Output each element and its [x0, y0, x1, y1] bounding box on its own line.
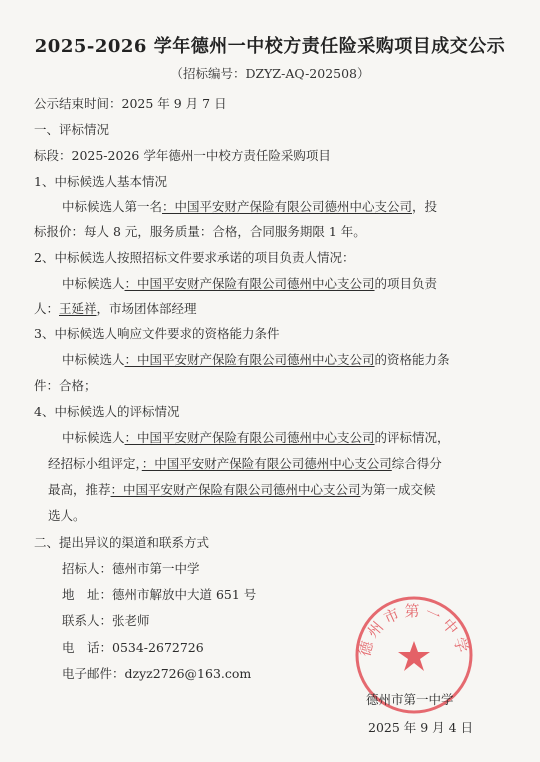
item3-heading: 3、中标候选人响应文件要求的资格能力条件: [34, 326, 280, 341]
item2-tail: 的项目负责: [374, 276, 438, 291]
email-line: 电子邮件：dzyz2726@163.com: [62, 666, 252, 681]
item1-paragraph-line2: 标报价：每人 8 元，服务质量：合格，合同服务期限 1 年。: [34, 224, 366, 239]
item1-paragraph-line1: [62, 199, 437, 215]
item4-paragraph-line4: 选人。: [48, 508, 86, 523]
section2-heading: 二、提出异议的渠道和联系方式: [34, 535, 210, 550]
winning-bidder-name: ：中国平安财产保险有限公司德州中心支公司: [162, 199, 413, 214]
bidder-name: ：中国平安财产保险有限公司德州中心支公司: [124, 352, 375, 367]
bidder-name: ：中国平安财产保险有限公司德州中心支公司: [124, 430, 375, 445]
document-title: 2025-2026 学年德州一中校方责任险采购项目成交公示: [34, 36, 506, 57]
item2-paragraph-line1: [62, 276, 437, 292]
item1-heading: 1、中标候选人基本情况: [34, 174, 167, 189]
bidder-name: ：中国平安财产保险有限公司德州中心支公司: [110, 482, 361, 497]
item2-person-label: 人：: [34, 301, 60, 316]
tenderer-line: 招标人：德州市第一中学: [62, 561, 200, 576]
item3-label: 中标候选人: [62, 352, 125, 367]
project-section: 标段：2025-2026 学年德州一中校方责任险采购项目: [34, 148, 331, 163]
section1-heading: 一、评标情况: [34, 122, 110, 137]
item1-tail: ，投: [412, 199, 438, 214]
item3-tail: 的资格能力条: [374, 352, 450, 367]
address-line: 地 址：德州市解放中大道 651 号: [62, 587, 257, 602]
project-leader-title: ，市场团体部经理: [96, 301, 197, 316]
item4-result: 为第一成交候: [360, 482, 436, 497]
notice-end-time: 公示结束时间：2025 年 9 月 7 日: [34, 96, 227, 111]
item4-paragraph-line2: [48, 456, 442, 472]
item4-recommend: 最高，推荐: [48, 482, 111, 497]
item4-score: 综合得分: [391, 456, 442, 471]
project-leader-name: 王延祥: [59, 301, 97, 316]
svg-text:德州市第一中学: 德州市第一中学: [355, 601, 473, 659]
item2-heading: 2、中标候选人按照招标文件要求承诺的项目负责人情况：: [34, 250, 355, 265]
item4-evaluation: 经招标小组评定，: [48, 456, 142, 471]
bidder-name: ：中国平安财产保险有限公司德州中心支公司: [124, 276, 375, 291]
item3-paragraph-line1: [62, 352, 450, 368]
item4-label: 中标候选人: [62, 430, 125, 445]
item1-label: 中标候选人第一名: [62, 199, 163, 214]
tender-number: （招标编号：DZYZ-AQ-202508）: [170, 66, 370, 81]
item3-paragraph-line2: 件：合格；: [34, 378, 97, 393]
contact-line: 联系人：张老师: [62, 613, 150, 628]
item4-tail: 的评标情况，: [374, 430, 450, 445]
bidder-name: ：中国平安财产保险有限公司德州中心支公司: [141, 456, 392, 471]
item4-paragraph-line3: [48, 482, 436, 498]
item4-heading: 4、中标候选人的评标情况: [34, 404, 180, 419]
item2-label: 中标候选人: [62, 276, 125, 291]
item4-paragraph-line1: [62, 430, 450, 446]
phone-line: 电 话：0534-2672726: [62, 640, 204, 655]
signature-date: 2025 年 9 月 4 日: [368, 720, 474, 735]
signature-unit: 德州市第一中学: [366, 692, 454, 707]
item2-paragraph-line2: [34, 301, 197, 317]
